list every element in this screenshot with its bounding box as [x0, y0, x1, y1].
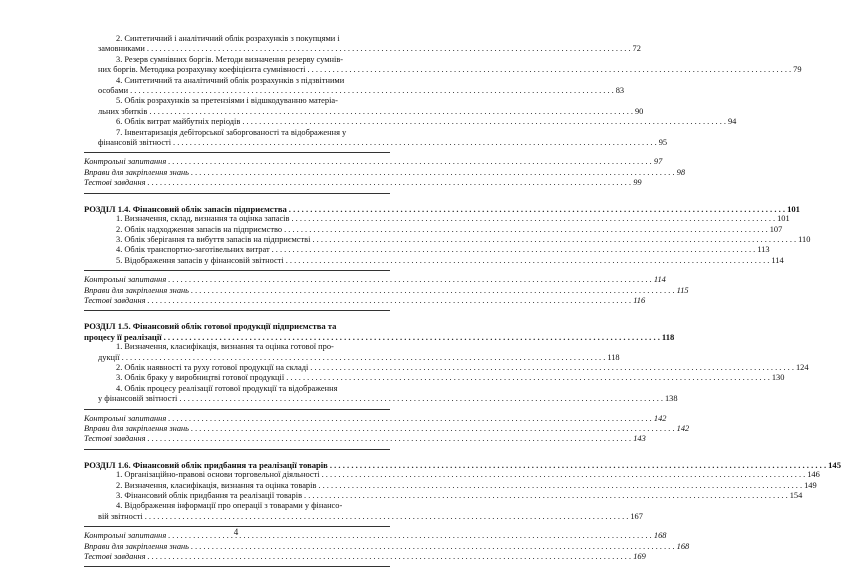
- toc-entry-line: 4. Облік процесу реалізації готової продукції та відображення: [116, 383, 338, 393]
- toc-page-number: 116: [633, 295, 646, 305]
- dot-leader: [284, 225, 768, 235]
- toc-entry-line: 7. Інвентаризація дебіторської заборгованості та відображення у: [116, 127, 347, 137]
- dot-leader: [130, 86, 614, 96]
- toc-entry-title: Контрольні запитання: [84, 275, 167, 285]
- toc-entry: [84, 275, 666, 285]
- dot-leader: [191, 424, 675, 434]
- toc-page-number: 118: [661, 331, 675, 342]
- toc-page-number: 95: [658, 138, 668, 148]
- dot-leader: [147, 44, 631, 54]
- toc-page-number: 114: [771, 255, 784, 265]
- toc-entry-line: 4. Відображення інформації про операції з товарами у фінансо-: [116, 501, 343, 511]
- toc-entry: [84, 373, 785, 383]
- toc-entry-row: [84, 44, 641, 54]
- toc-page-number: 167: [630, 511, 643, 521]
- toc-entry-line: 5. Облік розрахунків за претензіями і відшкодуванню матеріа-: [116, 96, 338, 106]
- toc-entry-row: [84, 352, 620, 363]
- toc-page-number: 98: [676, 167, 686, 177]
- dot-leader: [148, 296, 632, 306]
- toc-page-number: 142: [653, 413, 667, 423]
- toc-entry: [84, 424, 690, 434]
- dot-leader: [307, 65, 791, 75]
- toc-entry-title: 6. Облік витрат майбутніх періодів: [116, 117, 241, 127]
- table-of-contents: [84, 34, 841, 571]
- divider: [84, 449, 390, 450]
- toc-entry-title: замовниками: [98, 44, 145, 54]
- toc-entry: [84, 480, 817, 491]
- dot-leader: [168, 275, 652, 285]
- toc-entry-row: [84, 331, 675, 342]
- toc-entry-title: вій звітності: [98, 511, 143, 521]
- toc-entry-title: фінансовій звітності: [98, 138, 172, 148]
- toc-page-number: 94: [727, 117, 737, 127]
- toc-entry-title: 3. Облік браку у виробництві готової продукції: [116, 373, 285, 383]
- toc-entry: [84, 255, 784, 266]
- toc-entry-row: [84, 214, 790, 224]
- toc-entry: [84, 127, 668, 149]
- toc-entry: [84, 491, 803, 501]
- toc-entry-title: Тестові завдання: [84, 178, 146, 188]
- dot-leader: [312, 235, 796, 245]
- divider: [84, 566, 390, 567]
- dot-leader: [291, 214, 775, 224]
- toc-entry: [84, 541, 690, 552]
- toc-entry: [84, 157, 663, 167]
- toc-entry-title: 4. Облік транспортно-заготівельних витрат: [116, 245, 270, 255]
- divider: [84, 310, 390, 311]
- toc-entry-row: [84, 234, 811, 245]
- dot-leader: [318, 481, 802, 491]
- toc-page-number: 97: [653, 157, 663, 167]
- dot-leader: [304, 491, 788, 501]
- toc-entry-title: 1. Визначення, склад, визнання та оцінка запасів: [116, 214, 290, 224]
- toc-entry: [84, 203, 800, 214]
- toc-entry-title: Тестові завдання: [84, 434, 146, 444]
- divider: [84, 409, 390, 410]
- toc-entry-title: дукції: [98, 352, 120, 362]
- toc-entry: [84, 34, 641, 55]
- toc-page-number: 115: [676, 285, 689, 295]
- dot-leader: [149, 107, 633, 117]
- toc-entry-title: РОЗДІЛ 1.4. Фінансовий облік запасів підприємства: [84, 203, 287, 214]
- toc-entry: [84, 383, 678, 405]
- toc-entry-title: 3. Фінансовий облік придбання та реалізації товарів: [116, 491, 303, 501]
- dot-leader: [164, 332, 660, 342]
- toc-entry: [84, 75, 625, 97]
- toc-entry-row: [84, 552, 646, 562]
- dot-leader: [148, 434, 632, 444]
- dot-leader: [191, 542, 675, 552]
- toc-page-number: 110: [798, 234, 811, 244]
- toc-entry-row: [84, 424, 690, 434]
- toc-page-number: 114: [653, 275, 666, 285]
- dot-leader: [286, 373, 770, 383]
- toc-entry: [84, 501, 643, 522]
- toc-entry: [84, 54, 802, 76]
- toc-entry-row: [84, 65, 802, 75]
- toc-entry: [84, 178, 642, 188]
- toc-entry: [84, 342, 620, 363]
- toc-entry-title: РОЗДІЛ 1.6. Фінансовий облік придбання та реалізації товарів: [84, 459, 328, 470]
- toc-entry-row: [84, 157, 663, 167]
- toc-page-number: 138: [664, 394, 678, 404]
- toc-entry-row: [84, 413, 667, 424]
- toc-entry-line: 3. Резерв сумнівних боргів. Методи визначення резерву сумнів-: [116, 54, 344, 64]
- toc-entry-title: Вправи для закріплення знань: [84, 424, 189, 433]
- toc-page-number: 113: [757, 245, 770, 255]
- toc-entry: [84, 234, 811, 245]
- toc-entry: [84, 552, 646, 562]
- dot-leader: [179, 394, 663, 404]
- toc-page-number: 99: [633, 178, 642, 188]
- toc-page-number: 149: [804, 480, 817, 490]
- toc-entry-title: 1. Організаційно-правові основи торговельної діяльності: [116, 470, 320, 480]
- toc-entry-line: 1. Визначення, класифікація, визнання та оцінка готової про-: [116, 342, 334, 352]
- toc-entry-title: Тестові завдання: [84, 552, 146, 562]
- dot-leader: [330, 460, 826, 470]
- dot-leader: [173, 138, 657, 148]
- dot-leader: [322, 470, 806, 480]
- dot-leader: [191, 168, 675, 178]
- toc-entry-row: [84, 511, 643, 522]
- toc-entry: [84, 245, 770, 255]
- toc-entry-row: [84, 434, 646, 444]
- toc-entry: [84, 214, 790, 224]
- toc-entry-row: [84, 491, 803, 501]
- toc-entry-row: [84, 224, 783, 235]
- toc-entry-title: Вправи для закріплення знань: [84, 541, 189, 551]
- toc-entry-row: [84, 459, 841, 470]
- toc-entry-title: Контрольні запитання: [84, 531, 167, 541]
- toc-page-number: 107: [769, 224, 783, 234]
- toc-entry-row: [84, 275, 666, 285]
- dot-leader: [310, 363, 794, 373]
- toc-page-number: 143: [633, 434, 646, 444]
- toc-entry-row: [84, 373, 785, 383]
- toc-entry: [84, 434, 646, 444]
- toc-entry-row: [84, 470, 820, 480]
- dot-leader: [272, 245, 756, 255]
- toc-entry-row: [84, 167, 686, 178]
- dot-leader: [168, 414, 652, 424]
- toc-page-number: 90: [634, 106, 644, 116]
- toc-entry: [84, 321, 675, 342]
- divider: [84, 193, 390, 194]
- toc-entry: [84, 295, 646, 306]
- toc-page-number: 101: [777, 214, 790, 224]
- toc-entry-title: Тестові завдання: [84, 295, 146, 305]
- toc-entry: [84, 459, 841, 470]
- toc-page-number: 146: [807, 470, 820, 480]
- dot-leader: [122, 353, 606, 363]
- toc-entry-title: особами: [98, 86, 129, 96]
- toc-page-number: 154: [789, 491, 803, 501]
- toc-entry-row: [84, 106, 644, 117]
- toc-page-number: 124: [795, 362, 809, 372]
- toc-entry: [84, 413, 667, 424]
- toc-page-number: 72: [632, 44, 641, 54]
- divider: [84, 270, 390, 271]
- dot-leader: [168, 157, 652, 167]
- toc-page-number: 142: [676, 424, 690, 433]
- dot-leader: [289, 204, 785, 214]
- dot-leader: [286, 256, 770, 266]
- toc-entry-row: [84, 295, 646, 306]
- toc-entry-line: 4. Синтетичний та аналітичний облік розрахунків з підзвітними: [116, 75, 345, 85]
- toc-entry: [84, 470, 820, 480]
- toc-entry-row: [84, 203, 800, 214]
- divider: [84, 152, 390, 153]
- toc-entry-row: [84, 117, 737, 127]
- toc-entry-row: [84, 285, 689, 296]
- toc-entry-row: [84, 480, 817, 491]
- toc-entry-title: 5. Відображення запасів у фінансовій звітності: [116, 255, 284, 265]
- toc-entry-title: Контрольні запитання: [84, 413, 167, 423]
- toc-entry: [84, 224, 783, 235]
- toc-entry-title: 3. Облік зберігання та вибуття запасів на підприємстві: [116, 234, 311, 244]
- toc-entry-row: [84, 86, 625, 96]
- toc-entry-row: [84, 394, 678, 404]
- toc-entry-title: процесу її реалізації: [84, 331, 162, 342]
- dot-leader: [145, 512, 629, 522]
- toc-entry: [84, 117, 737, 127]
- toc-entry-title: 2. Облік надходження запасів на підприємство: [116, 224, 283, 234]
- toc-page-number: 83: [615, 86, 625, 96]
- toc-page-number: 130: [771, 373, 785, 383]
- toc-entry-title: 2. Облік наявності та руху готової продукції на складі: [116, 362, 309, 372]
- dot-leader: [191, 286, 675, 296]
- toc-entry-title: льних збитків: [98, 106, 148, 116]
- toc-page-number: 118: [607, 352, 620, 362]
- toc-page-number: 169: [633, 552, 646, 562]
- toc-entry-title: Вправи для закріплення знань: [84, 285, 189, 295]
- toc-entry-title: них боргів. Методика розрахунку коефіцієнта сумнівності: [98, 65, 306, 75]
- toc-entry-row: [84, 178, 642, 188]
- dot-leader: [242, 117, 726, 127]
- toc-page-number: 101: [787, 203, 800, 214]
- toc-page-number: 168: [653, 531, 667, 541]
- toc-entry: [84, 167, 686, 178]
- toc-entry: [84, 362, 809, 373]
- dot-leader: [148, 552, 632, 562]
- toc-entry-row: [84, 138, 668, 148]
- toc-page-number: 145: [828, 459, 841, 470]
- toc-entry-title: у фінансовій звітності: [98, 394, 178, 404]
- dot-leader: [148, 178, 632, 188]
- toc-entry-line: РОЗДІЛ 1.5. Фінансовий облік готової продукції підприємства та: [84, 321, 337, 332]
- toc-entry: [84, 96, 644, 117]
- page-number: 4: [233, 527, 239, 537]
- toc-entry: [84, 285, 689, 296]
- toc-entry-title: 2. Визначення, класифікація, визнання та оцінка товарів: [116, 480, 317, 490]
- toc-entry-row: [84, 362, 809, 373]
- toc-entry-title: Контрольні запитання: [84, 157, 167, 167]
- toc-entry-title: Вправи для закріплення знань: [84, 167, 189, 177]
- toc-page-number: 168: [676, 541, 690, 551]
- toc-entry-row: [84, 255, 784, 266]
- toc-entry-row: [84, 245, 770, 255]
- toc-entry-row: [84, 541, 690, 552]
- toc-entry-line: 2. Синтетичний і аналітичний облік розрахунків з покупцями і: [116, 34, 340, 43]
- toc-page-number: 79: [793, 65, 802, 75]
